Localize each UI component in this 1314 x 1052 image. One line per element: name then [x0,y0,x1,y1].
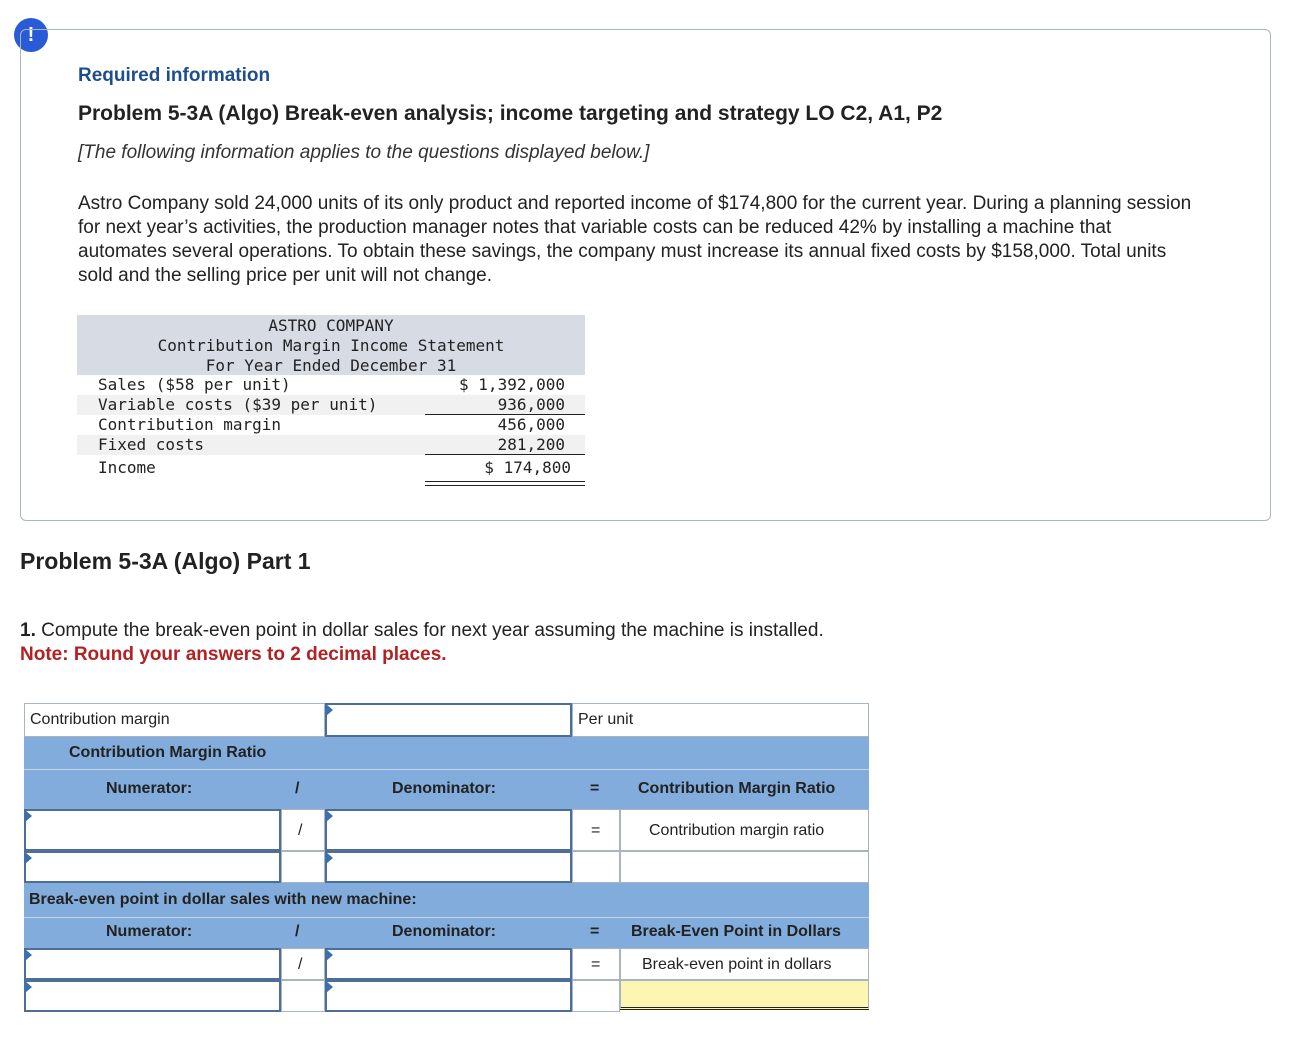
numerator-header: Numerator: [106,780,193,797]
input-marker-icon [25,810,32,822]
cm-label: Contribution margin [30,711,170,728]
divide-cell [281,809,325,851]
statement-row [77,435,585,455]
problem-narrative: Astro Company sold 24,000 units of its only product and reported income of $174,800 for the current year. During a planning session for next year’s activities, the production manager notes that variable costs can be reduced 42% by installing a machine that automates several operations. To obtain these savings, the company must increase its annual fixed costs by $158,000. Total units sold and the selling price per unit will not change. [78,193,1192,286]
input-marker-icon [326,852,333,864]
income-statement [77,315,585,481]
blank-cell [572,851,620,883]
bep-numerator-total-input[interactable] [24,980,281,1012]
equals-symbol: = [590,923,600,940]
equals-cell [572,809,620,851]
row-amount: $ 1,392,000 [459,375,565,394]
question-number: 1. [20,620,36,641]
question-text [20,620,824,642]
per-unit-label: Per unit [578,711,634,728]
blank-cell [281,980,325,1012]
blank-cell [572,980,620,1012]
row-amount: 281,200 [497,435,565,454]
question-body: Compute the break-even point in dollar sales for next year assuming the machine is installed. [41,620,824,641]
bep-result-label: Break-even point in dollars [642,956,832,973]
cmr-result-output [620,851,869,883]
bep-denominator-total-input[interactable] [325,980,572,1012]
statement-row [77,395,585,415]
bep-formula-header [24,917,869,948]
part-title: Problem 5-3A (Algo) Part 1 [20,548,311,574]
required-info-heading: Required information [78,65,271,86]
statement-company: ASTRO COMPANY [268,316,394,335]
cmr-result-label: Contribution margin ratio [649,822,825,839]
blank-cell [281,851,325,883]
bep-result-label-cell [620,948,869,980]
divide-symbol: / [298,956,303,973]
required-info-box [20,29,1271,521]
cmr-numerator-total-input[interactable] [24,851,281,883]
input-marker-icon [326,949,333,961]
divide-symbol: / [298,822,303,839]
cmr-result-header: Contribution Margin Ratio [638,780,836,797]
input-marker-icon [326,704,333,716]
divide-symbol: / [295,780,300,797]
row-amount: 936,000 [497,395,565,414]
cmr-formula-header [24,769,869,809]
cmr-heading-row [24,737,869,769]
input-marker-icon [326,981,333,993]
applies-note: [The following information applies to the questions displayed below.] [78,142,650,163]
denominator-header: Denominator: [392,923,496,940]
row-label: Variable costs ($39 per unit) [98,395,378,414]
cmr-denominator-input[interactable] [325,809,572,851]
double-underline [425,481,585,486]
equals-symbol: = [590,780,600,797]
equals-cell [572,948,620,980]
cmr-numerator-input[interactable] [24,809,281,851]
input-marker-icon [326,810,333,822]
problem-title: Problem 5-3A (Algo) Break-even analysis; income targeting and strategy LO C2, A1, P2 [78,102,943,125]
input-marker-icon [25,981,32,993]
bep-denominator-input[interactable] [325,948,572,980]
bep-heading-row [24,883,869,917]
statement-header [77,315,585,375]
row-label: Income [98,458,156,477]
alert-icon: ! [14,18,48,52]
statement-row [77,375,585,395]
statement-row [77,415,585,435]
bep-result-output [620,980,869,1010]
answer-worksheet [24,703,869,1013]
row-amount: $ 174,800 [484,458,571,477]
bep-numerator-input[interactable] [24,948,281,980]
row-label: Contribution margin [98,415,282,434]
statement-title: Contribution Margin Income Statement [157,336,505,355]
cmr-denominator-total-input[interactable] [325,851,572,883]
denominator-header: Denominator: [392,780,496,797]
cm-label-cell [24,703,325,737]
bep-heading: Break-even point in dollar sales with new machine: [29,891,417,908]
input-marker-icon [25,949,32,961]
row-label: Sales ($58 per unit) [98,375,291,394]
equals-symbol: = [591,822,601,839]
cm-per-unit-input[interactable] [325,703,572,737]
equals-symbol: = [591,956,601,973]
divide-symbol: / [295,923,300,940]
per-unit-cell [572,703,869,737]
rounding-note: Note: Round your answers to 2 decimal places. [20,644,447,665]
row-label: Fixed costs [98,435,204,454]
input-marker-icon [25,852,32,864]
cmr-result-label-cell [620,809,869,851]
statement-period: For Year Ended December 31 [205,356,457,375]
bep-result-header: Break-Even Point in Dollars [631,923,841,940]
cmr-heading: Contribution Margin Ratio [69,744,267,761]
row-amount: 456,000 [497,415,565,434]
statement-row [77,455,585,481]
numerator-header: Numerator: [106,923,193,940]
divide-cell [281,948,325,980]
